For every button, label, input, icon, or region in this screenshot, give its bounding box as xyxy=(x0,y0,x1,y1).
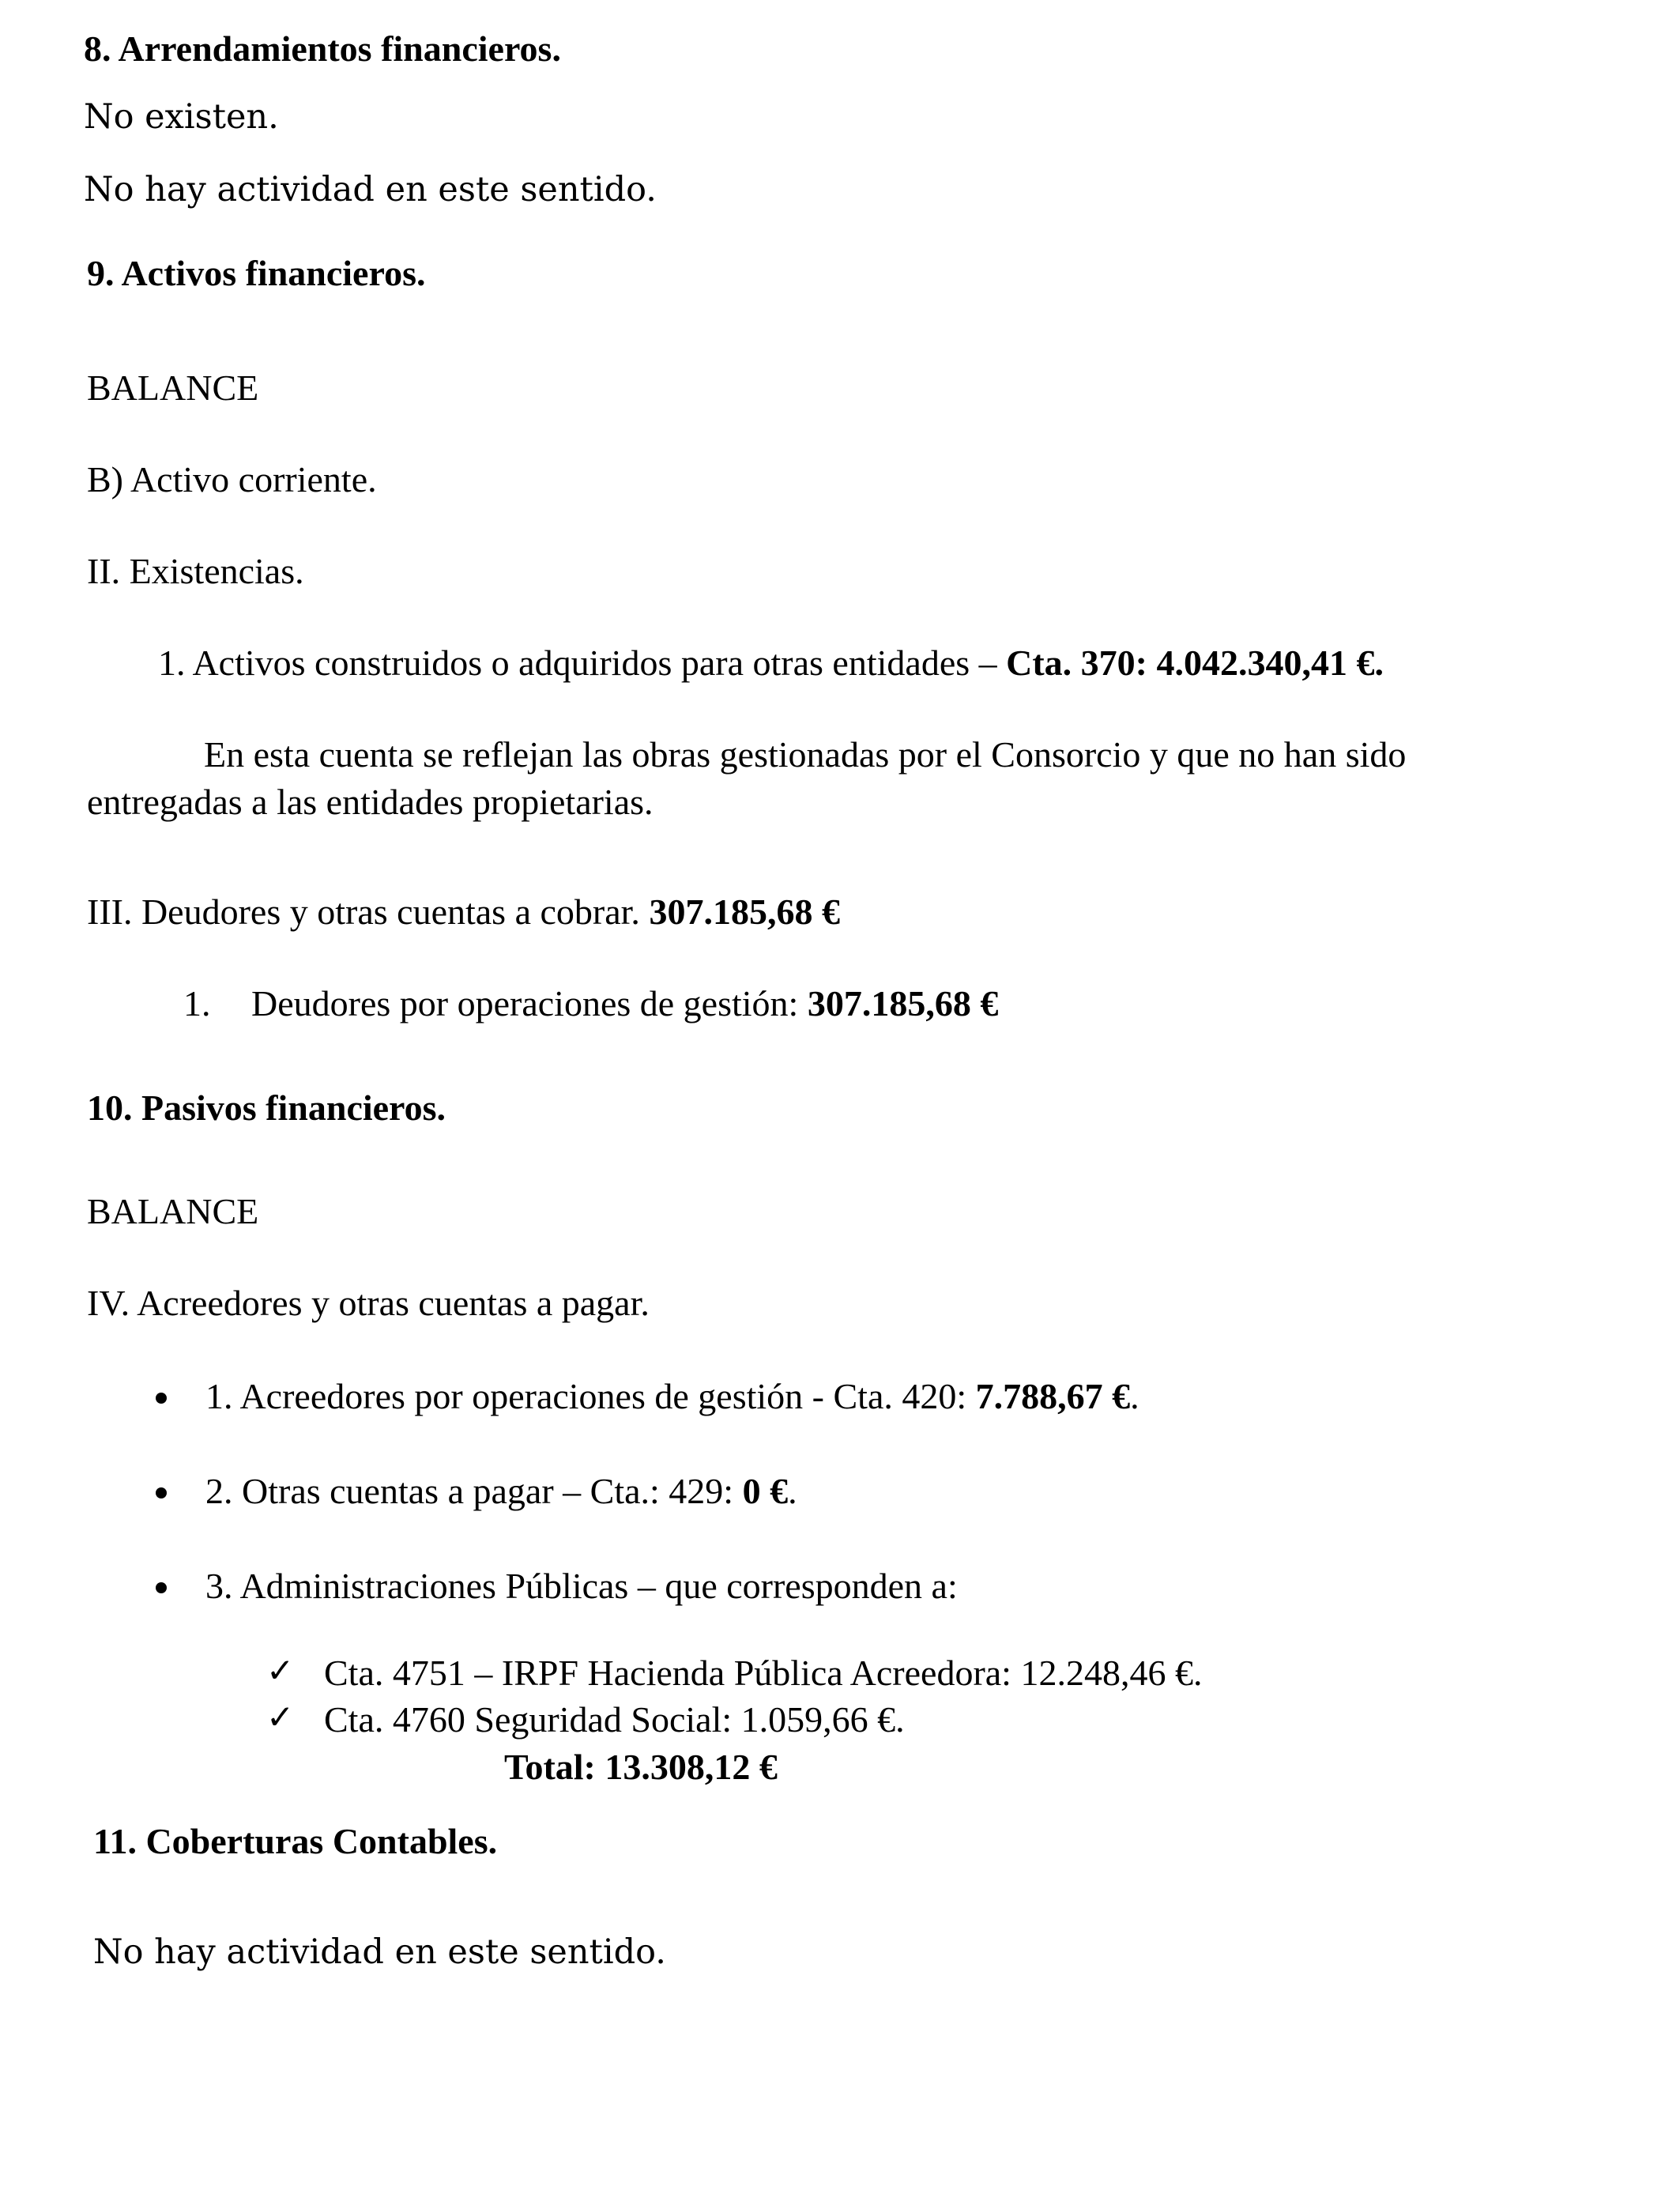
deudores-sub-text: Deudores por operaciones de gestión: xyxy=(251,983,808,1023)
acreedores-item-3: 3. Administraciones Públicas – que corresponden a: xyxy=(205,1566,958,1606)
deudores-sub-item xyxy=(251,983,998,1025)
section-11-line-1: No hay actividad en este sentido. xyxy=(93,1932,666,1972)
section-9-title: 9. Activos financieros. xyxy=(87,253,426,293)
bullet-icon xyxy=(156,1393,167,1404)
deudores-heading xyxy=(87,892,840,933)
bullet-icon xyxy=(156,1487,167,1498)
deudores-sub-number: 1. xyxy=(183,983,211,1023)
existencias-item-1 xyxy=(158,643,1384,684)
acreedores-item-2-text: 2. Otras cuentas a pagar – Cta.: 429: xyxy=(205,1471,743,1511)
existencias-item-1-amount: Cta. 370: 4.042.340,41 €. xyxy=(1006,643,1384,683)
acreedores-item-2-amount: 0 € xyxy=(742,1471,789,1511)
check-item-2: Cta. 4760 Seguridad Social: 1.059,66 €. xyxy=(324,1699,905,1740)
activo-corriente-heading: B) Activo corriente. xyxy=(87,459,377,499)
acreedores-item-1-text: 1. Acreedores por operaciones de gestión - Cta. 420: xyxy=(205,1376,976,1416)
note-line-2: entregadas a las entidades propietarias. xyxy=(87,782,654,822)
acreedores-item-1-amount: 7.788,67 € xyxy=(975,1376,1131,1416)
checkmark-icon: ✓ xyxy=(266,1698,295,1736)
acreedores-item-2-suffix: . xyxy=(788,1471,797,1511)
acreedores-heading: IV. Acreedores y otras cuentas a pagar. xyxy=(87,1283,650,1323)
acreedores-item-1 xyxy=(205,1376,1139,1418)
section-10-total: Total: 13.308,12 € xyxy=(504,1747,778,1787)
existencias-heading: II. Existencias. xyxy=(87,551,304,591)
note-line-1: En esta cuenta se reflejan las obras gestionadas por el Consorcio y que no han sido xyxy=(204,734,1407,775)
bullet-icon xyxy=(156,1582,167,1593)
section-10-title: 10. Pasivos financieros. xyxy=(87,1088,446,1128)
section-9-balance: BALANCE xyxy=(87,368,259,408)
section-8-line-2: No hay actividad en este sentido. xyxy=(84,170,657,209)
checkmark-icon: ✓ xyxy=(266,1651,295,1690)
acreedores-item-1-suffix: . xyxy=(1130,1376,1139,1416)
section-8-title: 8. Arrendamientos financieros. xyxy=(84,28,561,69)
section-8-line-1: No existen. xyxy=(84,97,279,137)
deudores-sub-amount: 307.185,68 € xyxy=(807,983,999,1023)
section-11-title: 11. Coberturas Contables. xyxy=(93,1821,498,1861)
deudores-text: III. Deudores y otras cuentas a cobrar. xyxy=(87,892,650,932)
section-10-balance: BALANCE xyxy=(87,1191,259,1231)
acreedores-item-2 xyxy=(205,1471,797,1513)
deudores-amount: 307.185,68 € xyxy=(649,892,840,932)
check-item-1: Cta. 4751 – IRPF Hacienda Pública Acreedora: 12.248,46 €. xyxy=(324,1653,1203,1693)
existencias-item-1-text: 1. Activos construidos o adquiridos para otras entidades – xyxy=(158,643,1007,683)
